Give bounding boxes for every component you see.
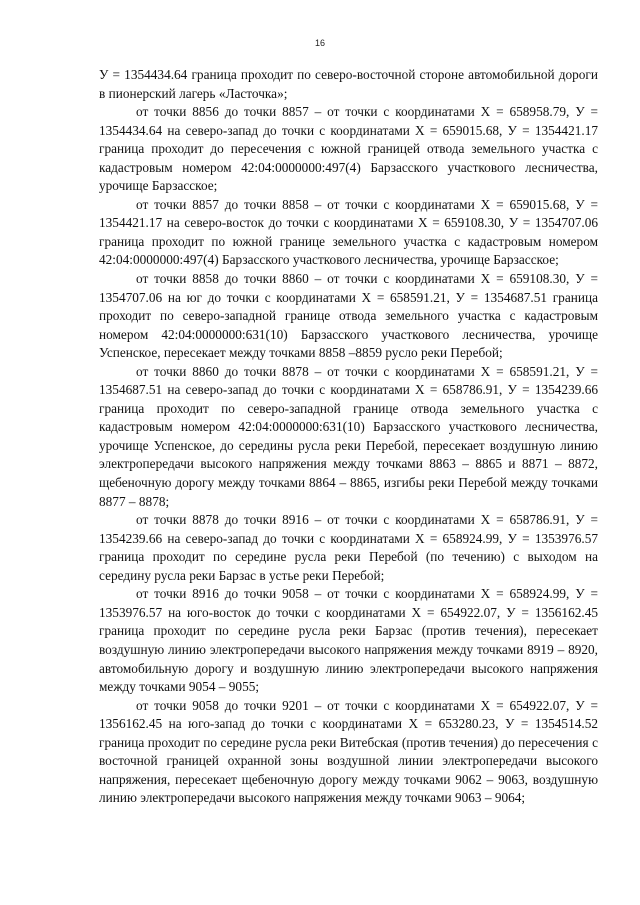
paragraph: от точки 9058 до точки 9201 – от точки с координатами Х = 654922.07, У = 1356162.45 на юго-запад до точки с координатами Х = 653280.23, У = 1354514.52 граница проходит по середине русла реки Витебская (против течения) до пересечения с восточной границей охранной зоны воздушной линии электропередачи высокого напряжения, пересекает щебеночную дорогу между точками 9062 – 9063, воздушную линию электропередачи высокого напряжения между точками 9063 – 9064; — [99, 697, 598, 806]
paragraph: от точки 8858 до точки 8860 – от точки с координатами Х = 659108.30, У = 1354707.06 на юг до точки с координатами Х = 658591.21, У = 1354687.51 граница проходит по северо-западной границе отвода земельного участка с кадастровым номером 42:04:0000000:631(10) Барзасского участкового лесничества, урочище Успенское, пересекает между точками 8858 –8859 русло реки Перебой; — [99, 271, 598, 361]
page-number: 16 — [314, 38, 325, 48]
paragraph: от точки 8857 до точки 8858 – от точки с координатами Х = 659015.68, У = 1354421.17 на северо-восток до точки с координатами Х = 659108.30, У = 1354707.06 граница проходит по южной границе земельного участка с кадастровым номером 42:04:0000000:497(4) Барзасского участкового лесничества, урочище Барзасское; — [99, 196, 598, 268]
paragraph: от точки 8878 до точки 8916 – от точки с координатами Х = 658786.91, У = 1354239.66 на северо-запад до точки с координатами Х = 658924.99, У = 1353976.57 граница проходит по середине русла реки Перебой (по течению) с выходом на середину русла реки Барзас в устье реки Перебой; — [99, 512, 598, 583]
paragraph: от точки 8916 до точки 9058 – от точки с координатами Х = 658924.99, У = 1353976.57 на юго-восток до точки с координатами Х = 654922.07, У = 1356162.45 граница проходит по середине русла реки Барзас (против течения), пересекает воздушную линию электропередачи высокого напряжения между точками 8919 – 8920, автомобильную дорогу и воздушную линию электропередачи высокого напряжения между точками 9054 – 9055; — [99, 586, 598, 695]
paragraph: У = 1354434.64 граница проходит по северо-восточной стороне автомобильной дороги в пионерский лагерь «Ласточка»; — [99, 67, 598, 101]
paragraph: от точки 8860 до точки 8878 – от точки с координатами Х = 658591.21, У = 1354687.51 на северо-запад до точки с координатами Х = 658786.91, У = 1354239.66 граница проходит по северо-западной границе отвода земельного участка с кадастровым номером 42:04:0000000:631(10) Барзасского участкового лесничества, урочище Успенское, до середины русла реки Перебой, пересекает воздушную линию электропередачи высокого напряжения между точками 8863 – 8865 и 8871 – 8872, щебеночную дорогу между точками 8864 – 8865, изгибы реки Перебой между точками 8877 – 8878; — [99, 363, 598, 509]
document-body — [99, 66, 598, 808]
paragraph: от точки 8856 до точки 8857 – от точки с координатами Х = 658958.79, У = 1354434.64 на северо-запад до точки с координатами Х = 659015.68, У = 1354421.17 граница проходит до пересечения с южной границей отвода земельного участка с кадастровым номером 42:04:0000000:497(4) Барзасского участкового лесничества, урочище Барзасское; — [99, 104, 598, 194]
